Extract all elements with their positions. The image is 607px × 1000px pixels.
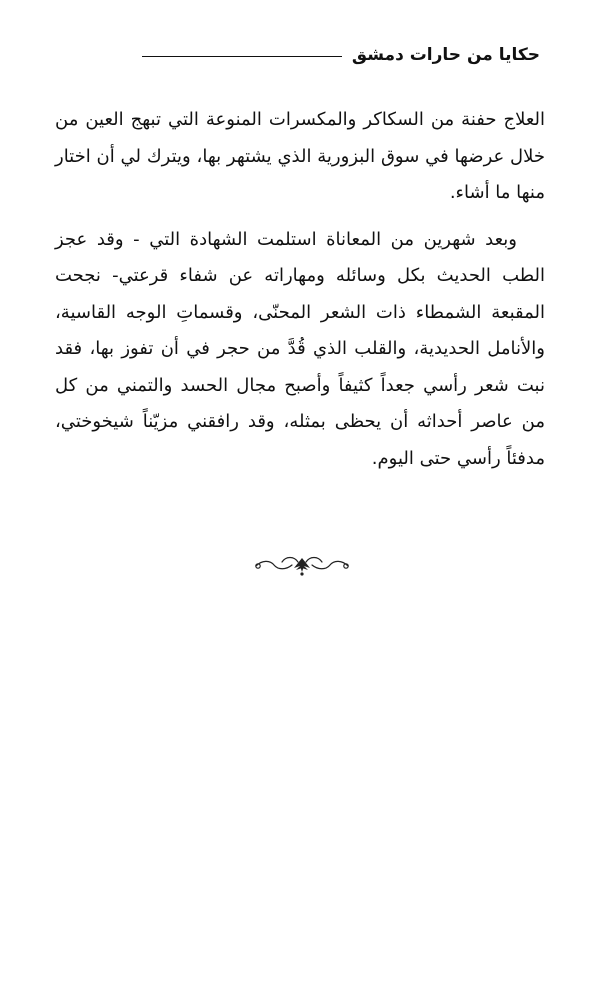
floral-divider-ornament-icon — [252, 550, 352, 580]
paragraph: وبعد شهرين من المعاناة استلمت الشهادة التي - وقد عجز الطب الحديث بكل وسائله ومهاراته عن شفاء قرعتي- نجحت المقبعة الشمطاء ذات الشعر المحنّى، وقسماتِ الوجه القاسية، والأنامل الحديدية، والقلب الذي قُدَّ من حجر في أن تفوز بها، فقد نبت شعر رأسي جعداً كثيفاً وأصبح مجال الحسد والتمني من كل من عاصر أحداثه أن يحظى بمثله، وقد رافقني مزيّناً شيخوختي، مدفئاً رأسي حتى اليوم. — [55, 228, 545, 469]
header-rule — [142, 56, 342, 57]
body-text — [55, 102, 545, 477]
running-title: حكايا من حارات دمشق — [351, 45, 540, 65]
paragraph: العلاج حفنة من السكاكر والمكسرات المنوعة التي تبهج العين من خلال عرضها في سوق البزورية الذي يشتهر بها، ويترك لي أن اختار منها ما أشاء. — [55, 109, 545, 203]
running-header — [60, 44, 540, 66]
